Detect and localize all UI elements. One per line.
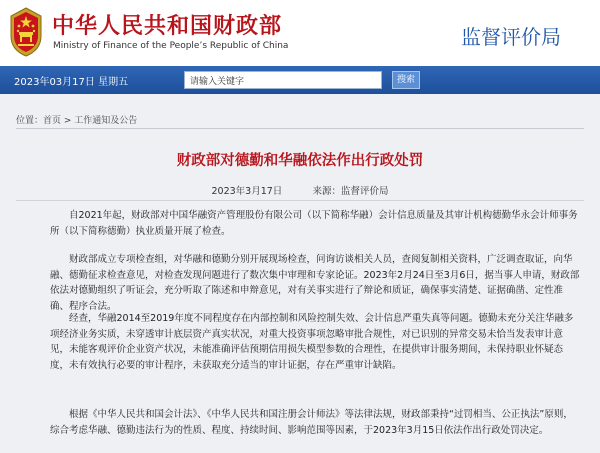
site-header bbox=[0, 0, 600, 66]
breadcrumb-prefix: 位置： bbox=[16, 116, 44, 126]
site-title[interactable]: 中华人民共和国财政部 bbox=[52, 14, 283, 39]
article-paragraph: 根据《中华人民共和国会计法》、《中华人民共和国注册会计师法》等法律法规，财政部秉持“过罚相当、公正执法”原则，综合考虑华融、德勤违法行为的性质、程度、持续时间、影响范围等因素，于2023年3月15日依法作出行政处罚决定。 bbox=[50, 409, 573, 436]
breadcrumb-section-link[interactable]: 工作通知及公告 bbox=[74, 116, 138, 126]
national-emblem-icon[interactable] bbox=[6, 6, 46, 58]
current-date: 2023年03月17日 星期五 bbox=[14, 77, 129, 88]
meta-divider bbox=[16, 200, 584, 201]
article-paragraph: 财政部成立专项检查组，对华融和德勤分别开展现场检查，问询访谈相关人员，查阅复制相关资料，广泛调查取证，向华融、德勤征求检查意见，对检查发现问题进行了数次集中审理和专家论证。2023年2月24日至3月6日，据当事人申请，财政部依法对德勤组织了听证会，充分听取了陈述和申辩意见，对有关事实进行了辩论和质证，确保事实清楚、证据确凿、定性准确、程序合法。 bbox=[50, 254, 580, 312]
breadcrumb bbox=[16, 113, 137, 126]
search-button[interactable]: 搜索 bbox=[392, 71, 420, 89]
article-source: 来源：监督评价局 bbox=[312, 186, 389, 197]
top-navbar bbox=[0, 66, 600, 94]
department-title[interactable]: 监督评价局 bbox=[461, 25, 561, 49]
article-paragraph: 经查，华融2014至2019年度不同程度存在内部控制和风险控制失效、会计信息严重失真等问题。德勤未充分关注华融多项经济业务实质，未穿透审计底层资产真实状况，对重大投资事项忽略审批合规性，对已识别的异常交易未恰当发表审计意见，未能客观评价企业资产状况，未能准确评估预期信用损失模型参数的合理性，在提供审计服务期间，未保持职业怀疑态度，未有效执行必要的审计程序，未获取充分适当的审计证据，存在严重审计缺陷。 bbox=[50, 313, 574, 371]
article-meta bbox=[0, 183, 600, 197]
article-title: 财政部对德勤和华融依法作出行政处罚 bbox=[176, 153, 424, 169]
article-paragraph: 自2021年起，财政部对中国华融资产管理股份有限公司（以下简称华融）会计信息质量及其审计机构德勤华永会计师事务所（以下简称德勤）执业质量开展了检查。 bbox=[50, 210, 578, 237]
search-input[interactable] bbox=[184, 71, 382, 89]
site-title-english: Ministry of Finance of the People’s Republic of China bbox=[53, 41, 289, 51]
article-date: 2023年3月17日 bbox=[211, 186, 283, 197]
breadcrumb-divider bbox=[16, 128, 584, 129]
breadcrumb-separator: > bbox=[61, 116, 75, 126]
breadcrumb-home-link[interactable]: 首页 bbox=[43, 116, 62, 126]
